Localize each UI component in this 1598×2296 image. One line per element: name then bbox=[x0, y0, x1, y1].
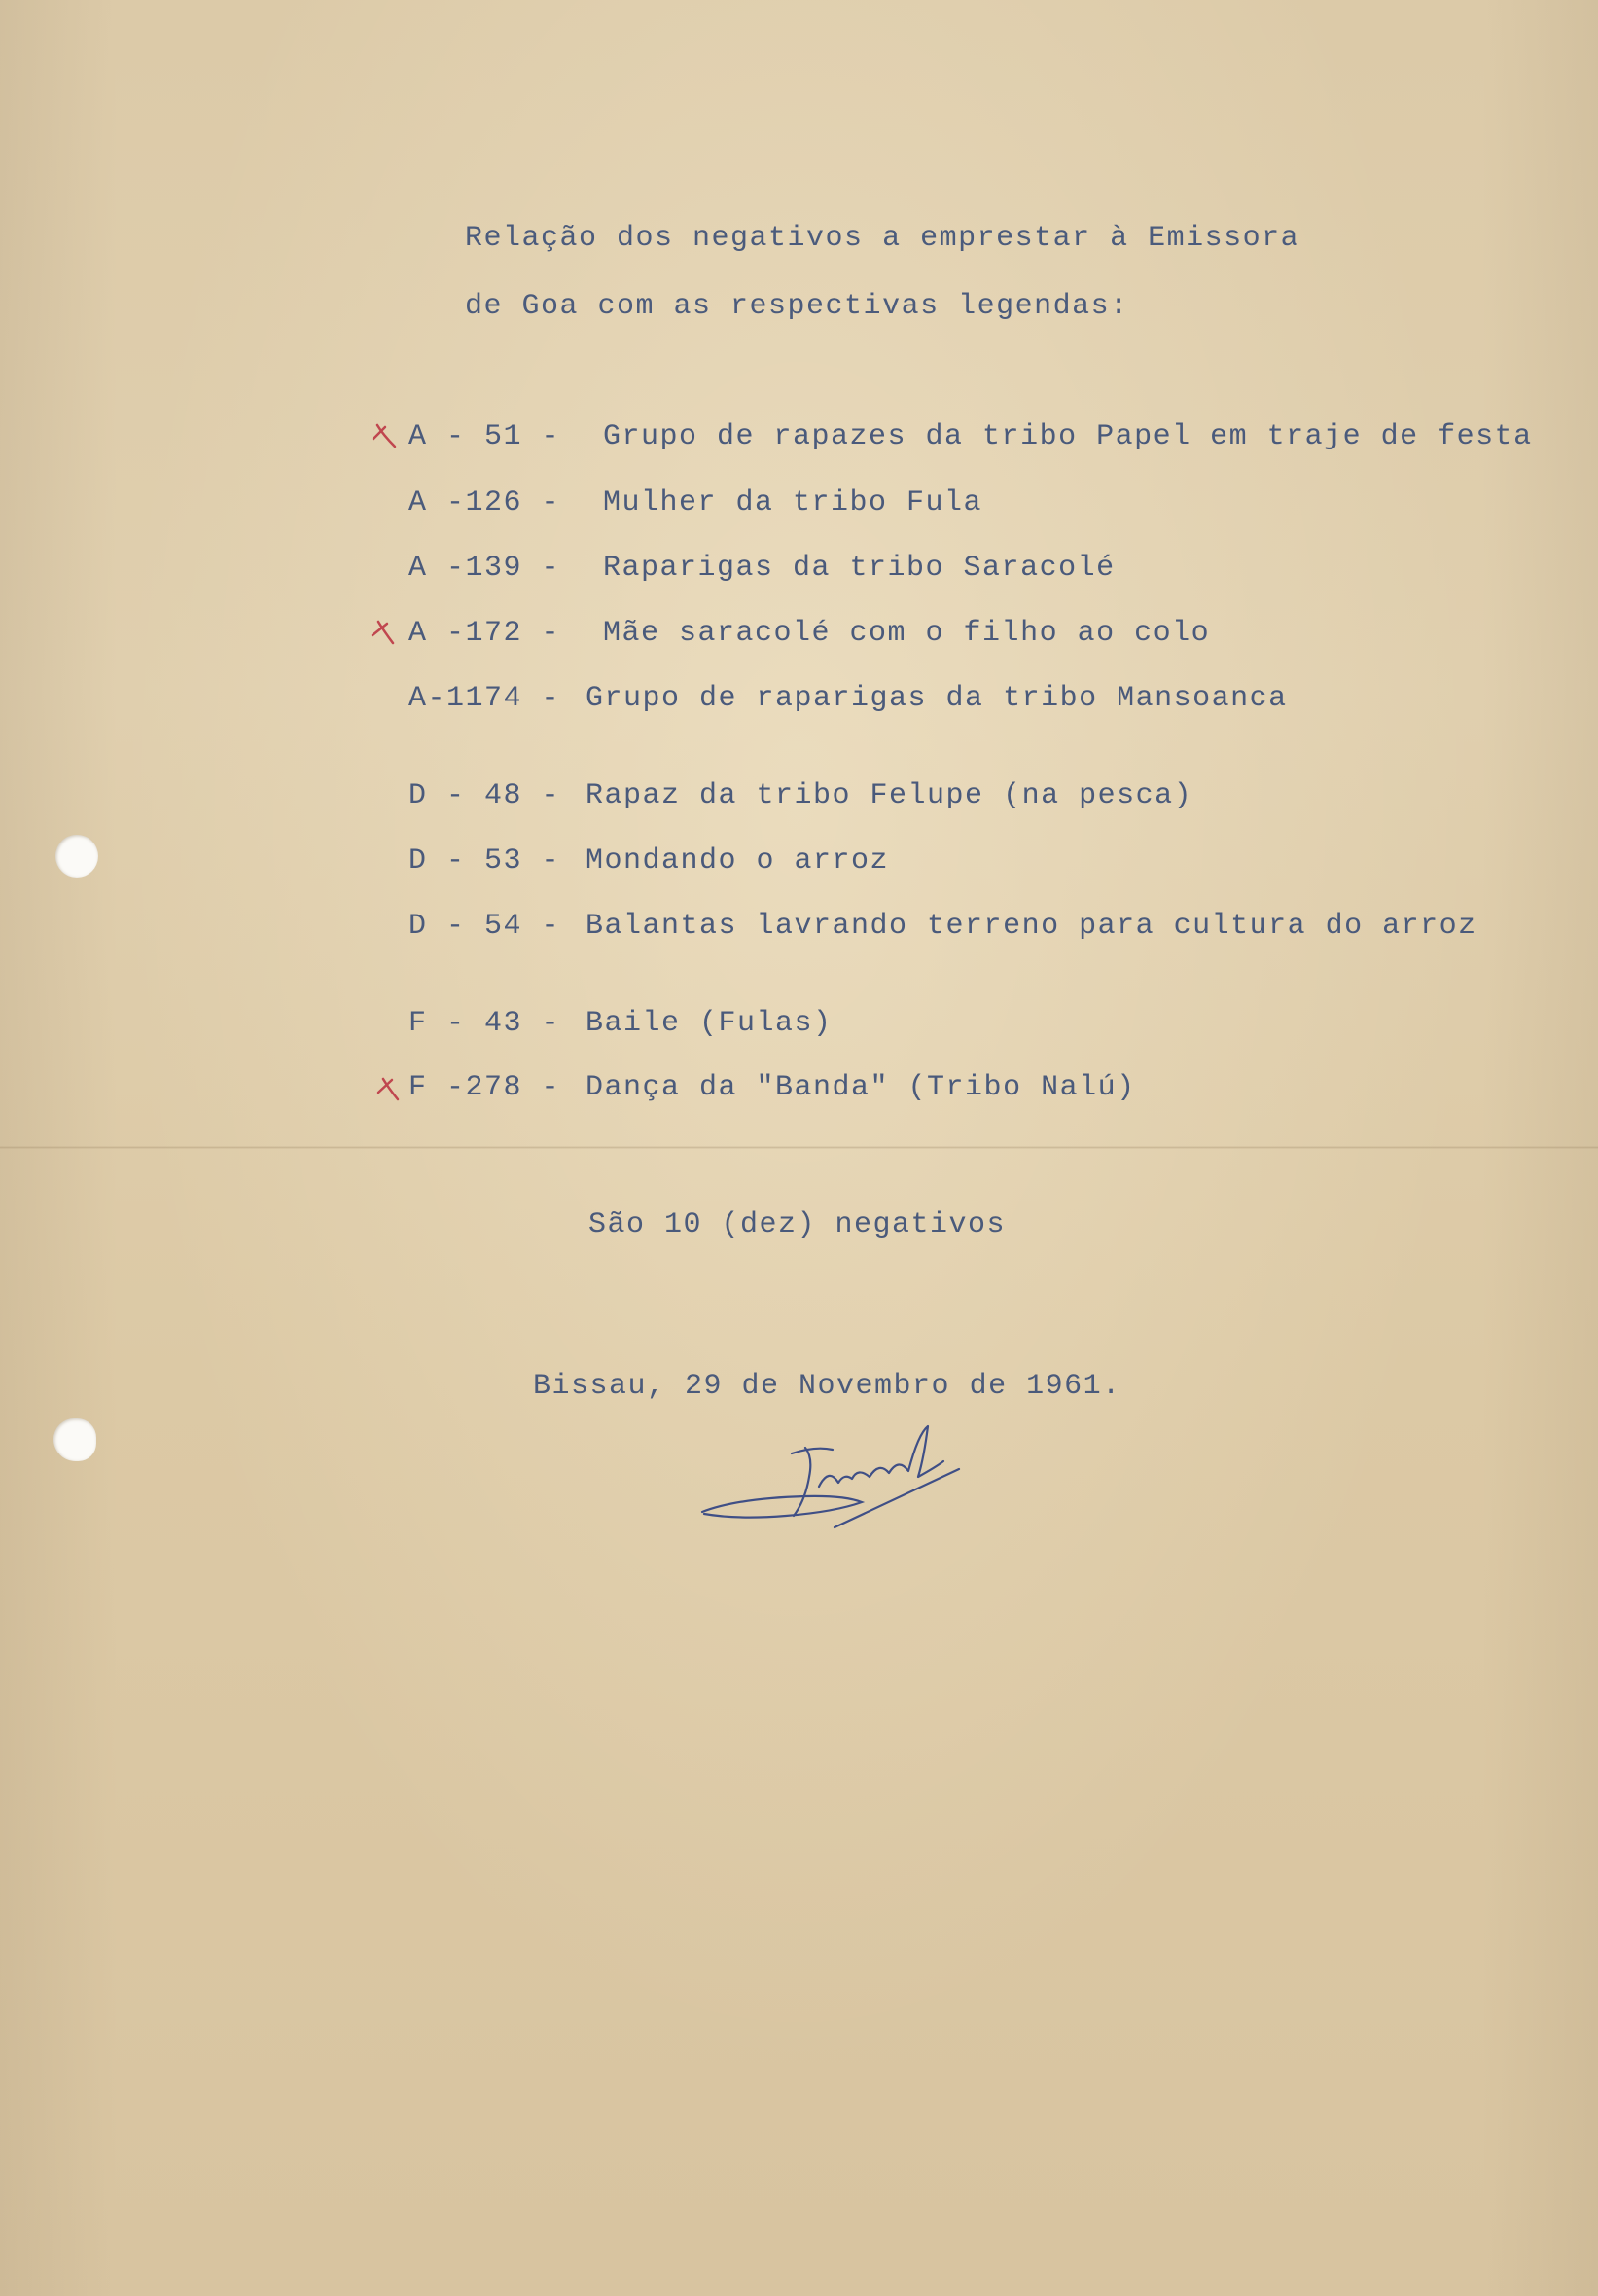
negative-code: D - 53 - bbox=[408, 844, 561, 878]
negative-caption: Balantas lavrando terreno para cultura do arroz bbox=[586, 910, 1477, 943]
negative-caption: Dança da "Banda" (Tribo Nalú) bbox=[586, 1071, 1136, 1104]
negative-code: A-1174 - bbox=[408, 682, 561, 715]
handwritten-signature bbox=[698, 1418, 990, 1545]
negative-code: A -172 - bbox=[408, 617, 561, 650]
negative-code: A -126 - bbox=[408, 486, 561, 520]
negative-caption: Rapaz da tribo Felupe (na pesca) bbox=[586, 779, 1193, 812]
negative-caption: Grupo de raparigas da tribo Mansoanca bbox=[586, 682, 1288, 715]
negative-caption: Mãe saracolé com o filho ao colo bbox=[603, 617, 1211, 650]
heading-line-2: de Goa com as respectivas legendas: bbox=[465, 290, 1129, 323]
negative-caption: Mulher da tribo Fula bbox=[603, 486, 983, 520]
negative-caption: Mondando o arroz bbox=[586, 844, 890, 878]
check-mark-icon bbox=[373, 1070, 407, 1103]
paper-fold bbox=[0, 1146, 1598, 1149]
summary-line: São 10 (dez) negativos bbox=[588, 1208, 1007, 1241]
negative-caption: Raparigas da tribo Saracolé bbox=[603, 552, 1116, 585]
negative-code: A - 51 - bbox=[408, 420, 561, 453]
punch-hole bbox=[55, 835, 98, 878]
negative-code: F - 43 - bbox=[408, 1007, 561, 1040]
check-mark-icon bbox=[368, 614, 401, 647]
negative-caption: Baile (Fulas) bbox=[586, 1007, 833, 1040]
negative-code: A -139 - bbox=[408, 552, 561, 585]
check-mark-icon bbox=[368, 417, 401, 450]
negative-code: F -278 - bbox=[408, 1071, 561, 1104]
place-and-date: Bissau, 29 de Novembro de 1961. bbox=[533, 1370, 1121, 1403]
heading-line-1: Relação dos negativos a emprestar à Emissora bbox=[465, 222, 1300, 255]
negative-caption: Grupo de rapazes da tribo Papel em traje de festa bbox=[603, 420, 1533, 453]
negative-code: D - 48 - bbox=[408, 779, 561, 812]
punch-hole bbox=[53, 1418, 96, 1461]
negative-code: D - 54 - bbox=[408, 910, 561, 943]
